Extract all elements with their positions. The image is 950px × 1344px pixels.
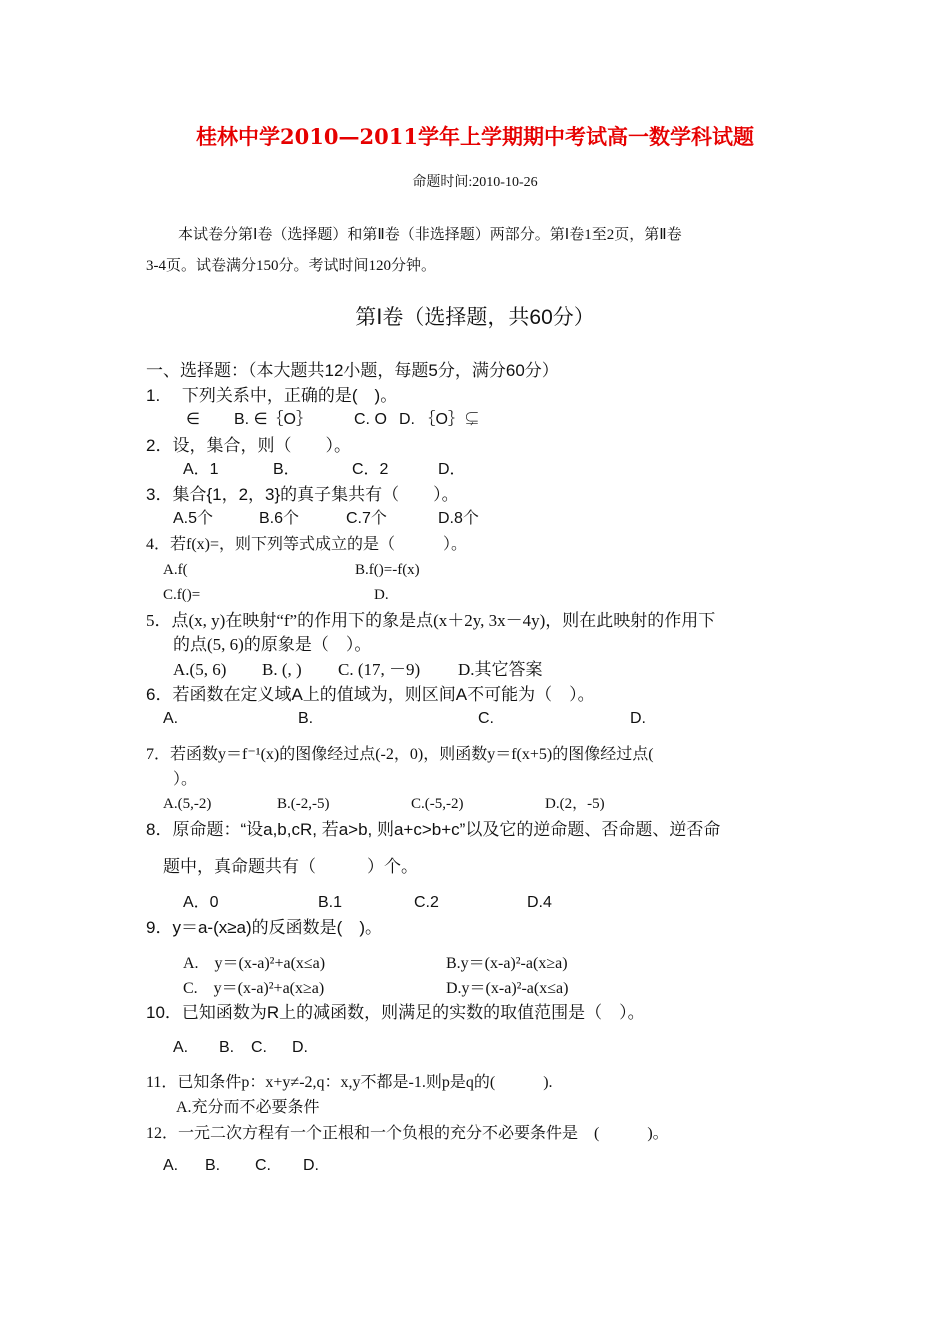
question-7-stem: 7．若函数y＝f⁻¹(x)的图像经过点(-2，0)，则函数y＝f(x+5)的图像经过点( <box>146 746 654 763</box>
question-1-option-b: B. ∈｛O｝ <box>234 411 312 428</box>
question-12-stem: 12．一元二次方程有一个正根和一个负根的充分不必要条件是 ( )。 <box>146 1125 669 1142</box>
intro-line-2: 3-4页。试卷满分150分。考试时间120分钟。 <box>146 258 436 274</box>
question-7-stem-continued: ）。 <box>173 771 198 788</box>
question-2-option-a: A．1 <box>183 461 219 478</box>
question-10-option-a: A. <box>173 1039 189 1056</box>
question-5-stem-continued: 的点(5, 6)的原象是（ ）。 <box>173 635 372 654</box>
question-9-option-c: C. y＝(x-a)²+a(x≥a) <box>183 980 325 997</box>
question-3-option-a: A.5个 <box>173 510 214 527</box>
question-2-option-c: C．2 <box>352 461 389 478</box>
question-10-stem: 10．已知函数为R上的减函数，则满足的实数的取值范围是（ ）。 <box>146 1003 645 1022</box>
question-4-stem: 4．若f(x)=，则下列等式成立的是（ ）。 <box>146 536 468 553</box>
question-12-option-b: B. <box>205 1157 221 1174</box>
question-3-option-c: C.7个 <box>346 510 387 527</box>
question-11-option-a: A.充分而不必要条件 <box>176 1099 320 1116</box>
question-3-option-d: D.8个 <box>438 510 479 527</box>
question-7-option-d: D.(2，-5) <box>545 796 605 812</box>
question-3-stem: 3．集合{1，2，3}的真子集共有（ ）。 <box>146 485 459 504</box>
question-1-option-d: D. ｛O｝⊊ <box>399 411 480 428</box>
question-4-option-a: A.f( <box>163 562 188 578</box>
question-8-stem: 8．原命题：“设a,b,cR, 若a>b, 则a+c>b+c”以及它的逆命题、否命题、逆否命 <box>146 820 721 839</box>
part-heading: 一、选择题：（本大题共12小题，每题5分，满分60分） <box>146 361 559 380</box>
question-9-stem: 9．y＝a-(x≥a)的反函数是( )。 <box>146 918 382 937</box>
question-7-option-a: A.(5,-2) <box>163 796 212 812</box>
question-2-stem: 2．设，集合，则（ ）。 <box>146 436 351 455</box>
question-7-option-c: C.(-5,-2) <box>411 796 464 812</box>
question-2-option-b: B． <box>273 461 300 478</box>
date-line: 命题时间:2010-10-26 <box>412 175 538 190</box>
question-8-option-d: D.4 <box>527 894 552 911</box>
question-11-stem: 11．已知条件p：x+y≠-2,q：x,y不都是-1.则p是q的( ). <box>146 1074 553 1091</box>
question-5-option-d: D.其它答案 <box>458 660 543 679</box>
question-6-stem: 6．若函数在定义域A上的值域为，则区间A不可能为（ ）。 <box>146 685 595 704</box>
question-2-option-d: D． <box>438 461 466 478</box>
question-5-option-a: A.(5, 6) <box>173 660 227 679</box>
question-12-option-c: C. <box>255 1157 271 1174</box>
question-4-option-b: B.f()=-f(x) <box>355 562 420 578</box>
question-5-option-c: C. (17, －9) <box>338 660 421 679</box>
question-9-option-b: B.y＝(x-a)²-a(x≥a) <box>446 955 568 972</box>
question-6-option-c: C. <box>478 710 494 727</box>
question-4-option-c: C.f()= <box>163 587 201 603</box>
question-6-option-a: A. <box>163 710 179 727</box>
question-5-option-b: B. (, ) <box>262 660 302 679</box>
question-1-option-c: C. O <box>354 411 387 428</box>
question-9-option-a: A. y＝(x-a)²+a(x≤a) <box>183 955 326 972</box>
section-title: 第Ⅰ卷（选择题，共60分） <box>355 306 595 329</box>
question-3-option-b: B.6个 <box>259 510 300 527</box>
exam-title: 桂林中学2010—2011学年上学期期中考试高一数学科试题 <box>196 124 754 149</box>
question-12-option-a: A. <box>163 1157 179 1174</box>
question-8-option-b: B.1 <box>318 894 343 911</box>
question-10-option-c: C. <box>251 1039 267 1056</box>
question-4-option-d: D. <box>374 587 389 603</box>
question-10-option-b: B. <box>219 1039 235 1056</box>
question-8-stem-continued: 题中，真命题共有（ ）个。 <box>163 857 418 876</box>
question-12-option-d: D. <box>303 1157 319 1174</box>
question-1-option-a: ∈ <box>186 411 200 428</box>
question-8-option-c: C.2 <box>414 894 439 911</box>
question-10-option-d: D. <box>292 1039 308 1056</box>
intro-line-1: 本试卷分第Ⅰ卷（选择题）和第Ⅱ卷（非选择题）两部分。第Ⅰ卷1至2页，第Ⅱ卷 <box>178 227 682 243</box>
question-6-option-d: D. <box>630 710 646 727</box>
question-1-stem: 1. 下列关系中，正确的是( )。 <box>146 386 398 405</box>
question-7-option-b: B.(-2,-5) <box>277 796 330 812</box>
question-6-option-b: B. <box>298 710 314 727</box>
question-8-option-a: A．0 <box>183 894 219 911</box>
question-5-stem: 5．点(x, y)在映射“f”的作用下的象是点(x＋2y, 3x－4y)，则在此映射的作用下 <box>146 611 716 630</box>
question-9-option-d: D.y＝(x-a)²-a(x≤a) <box>446 980 569 997</box>
